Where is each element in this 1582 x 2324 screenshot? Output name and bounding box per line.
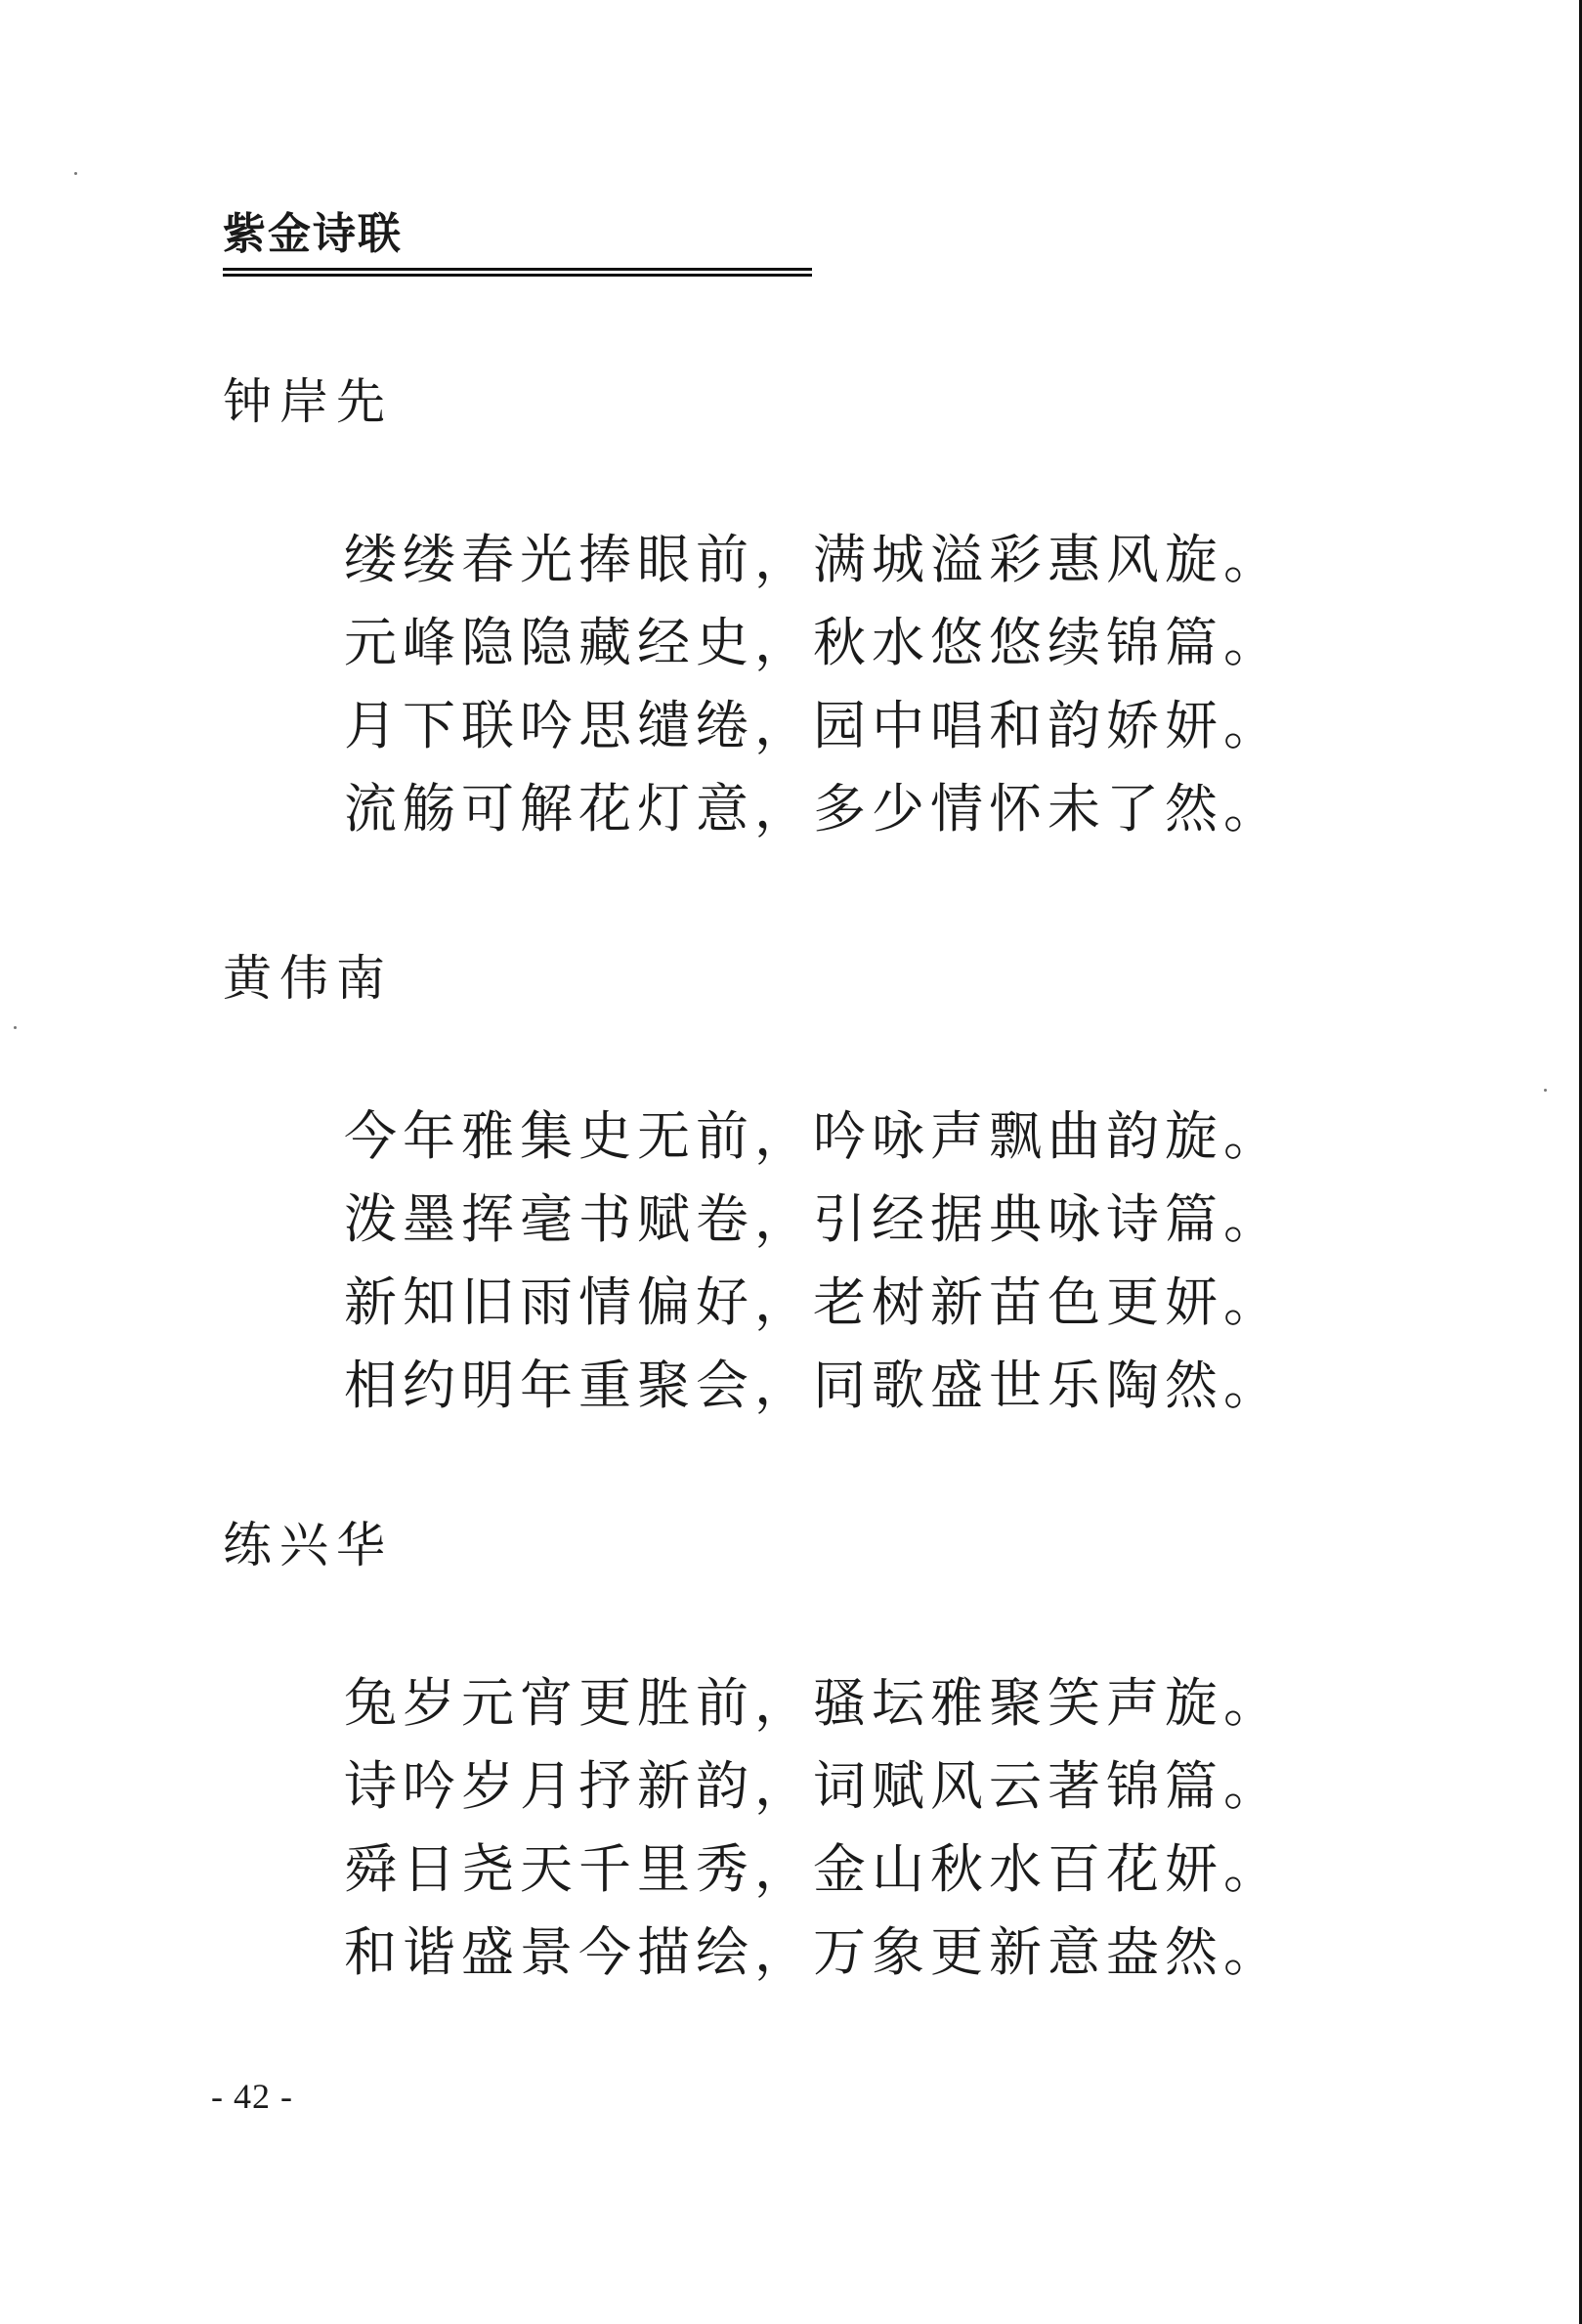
poem-author: 练兴华: [223, 1517, 393, 1573]
scan-speck: [1544, 1089, 1547, 1092]
poem-line: 缕缕春光捧眼前，满城溢彩惠风旋。: [344, 529, 1282, 590]
poem-line: 新知旧雨情偏好，老树新苗色更妍。: [344, 1271, 1282, 1333]
page-number: - 42 -: [211, 2077, 293, 2116]
poem-section: [223, 950, 1298, 1427]
poem-line: 兔岁元宵更胜前，骚坛雅聚笑声旋。: [344, 1672, 1282, 1734]
poem-line: 元峰隐隐藏经史，秋水悠悠续锦篇。: [344, 612, 1282, 673]
poem-line: 和谐盛景今描绘，万象更新意盎然。: [344, 1921, 1282, 1983]
running-header-title: 紫金诗联: [223, 209, 403, 259]
poem-body: [344, 518, 1298, 850]
header-rule: [223, 268, 812, 277]
poem-section: [223, 1517, 1298, 1994]
scan-speck: [74, 172, 77, 175]
poem-body: [344, 1661, 1298, 1994]
poem-author: 钟岸先: [223, 373, 393, 430]
poem-section: [223, 373, 1298, 850]
poem-line: 月下联吟思缱绻，园中唱和韵娇妍。: [344, 695, 1282, 756]
poem-line: 流觞可解花灯意，多少情怀未了然。: [344, 778, 1282, 839]
poem-author: 黄伟南: [223, 950, 393, 1007]
poem-line: 今年雅集史无前，吟咏声飘曲韵旋。: [344, 1105, 1282, 1167]
poem-line: 诗吟岁月抒新韵，词赋风云著锦篇。: [344, 1755, 1282, 1817]
scan-speck: [14, 1026, 17, 1029]
poem-body: [344, 1095, 1298, 1427]
poem-line: 泼墨挥毫书赋卷，引经据典咏诗篇。: [344, 1188, 1282, 1250]
poem-line: 相约明年重聚会，同歌盛世乐陶然。: [344, 1355, 1282, 1416]
poem-line: 舜日尧天千里秀，金山秋水百花妍。: [344, 1838, 1282, 1900]
